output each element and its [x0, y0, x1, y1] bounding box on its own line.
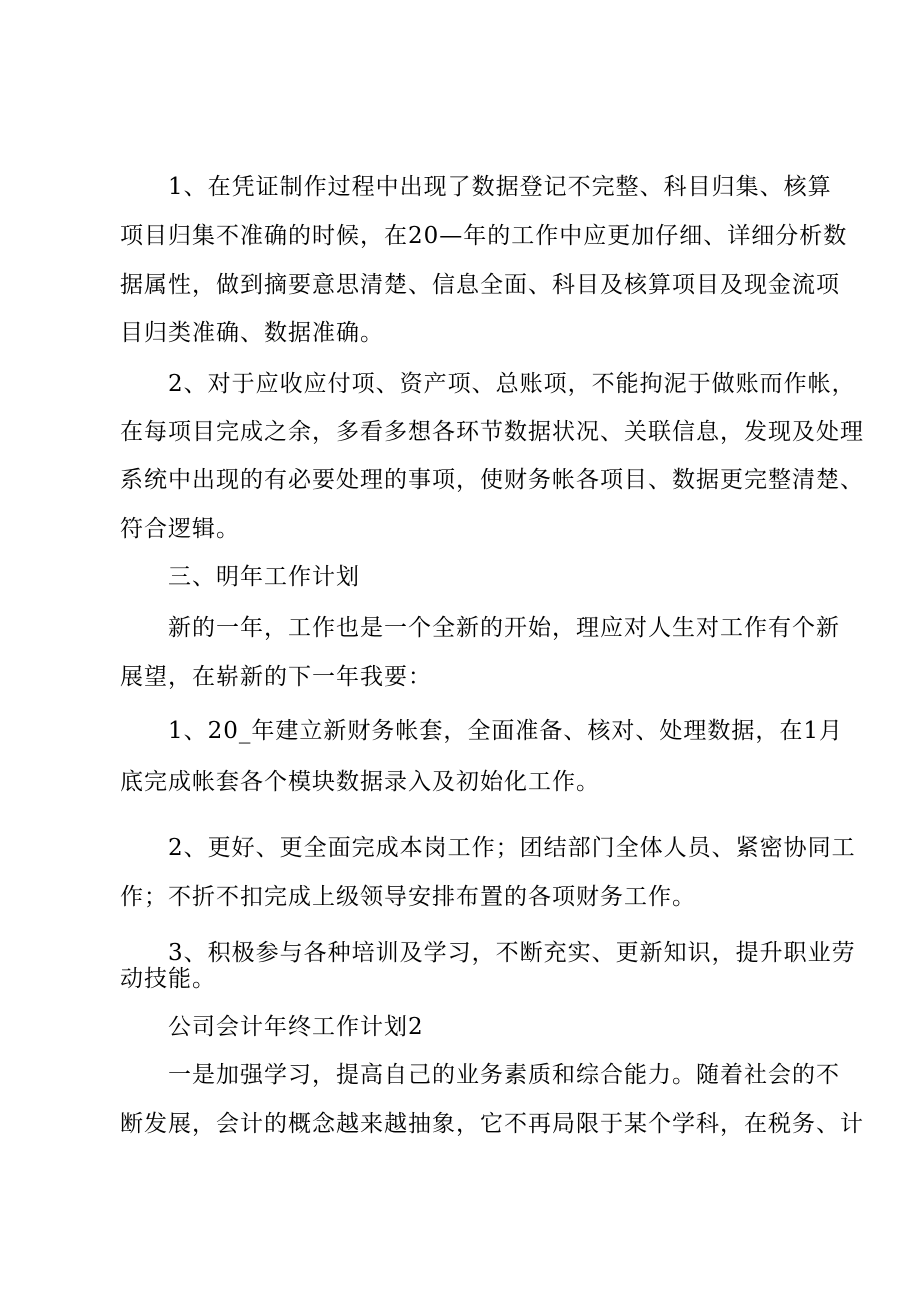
text-line: 作；不折不扣完成上级领导安排布置的各项财务工作。: [120, 884, 696, 910]
section-heading: 三、明年工作计划: [168, 564, 360, 590]
text-line: 断发展，会计的概念越来越抽象，它不再局限于某个学科，在税务、计: [120, 1111, 864, 1137]
text-line: 据属性，做到摘要意思清楚、信息全面、科目及核算项目及现金流项: [120, 272, 840, 298]
text-line: 项目归集不准确的时候，在20—年的工作中应更加仔细、详细分析数: [120, 223, 848, 249]
text-line: 系统中出现的有必要处理的事项，使财务帐各项目、数据更完整清楚、: [120, 467, 864, 493]
text-line: 3、积极参与各种培训及学习，不断充实、更新知识，提升职业劳: [168, 940, 856, 966]
text-line: 底完成帐套各个模块数据录入及初始化工作。: [120, 769, 600, 795]
text-line: 动技能。: [120, 966, 216, 992]
text-line: 展望，在崭新的下一年我要：: [120, 664, 432, 690]
text-line: 2、更好、更全面完成本岗工作；团结部门全体人员、紧密协同工: [168, 835, 856, 861]
text-line: 符合逻辑。: [120, 516, 240, 542]
text-line: 目归类准确、数据准确。: [120, 320, 384, 346]
text-line: 2、对于应收应付项、资产项、总账项，不能拘泥于做账而作帐，: [168, 371, 856, 397]
text-line: 1、20_年建立新财务帐套，全面准备、核对、处理数据，在1月: [168, 718, 844, 744]
text-line: 一是加强学习，提高自己的业务素质和综合能力。随着社会的不: [168, 1062, 840, 1088]
text-line: 新的一年，工作也是一个全新的开始，理应对人生对工作有个新: [168, 615, 840, 641]
text-line: 1、在凭证制作过程中出现了数据登记不完整、科目归集、核算: [168, 174, 832, 200]
text-line: 在每项目完成之余，多看多想各环节数据状况、关联信息，发现及处理: [120, 419, 864, 445]
section-heading: 公司会计年终工作计划2: [168, 1014, 424, 1040]
